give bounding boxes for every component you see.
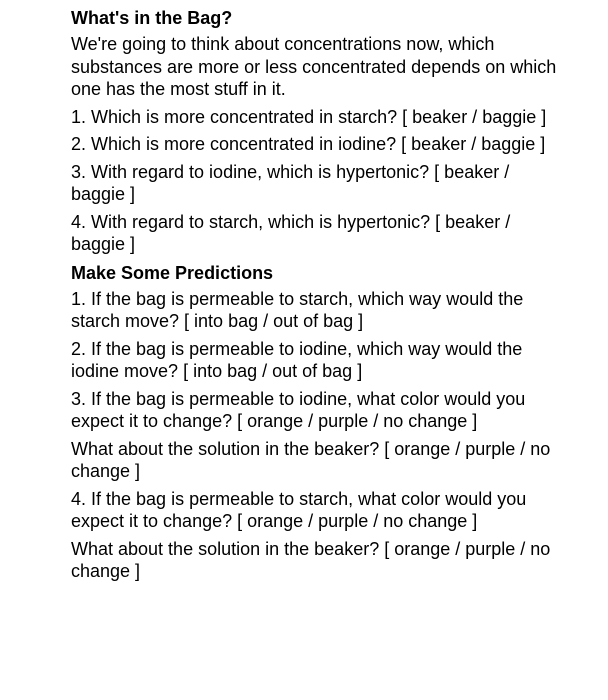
prediction-iodine-movement: 2. If the bag is permeable to iodine, which way would the iodine move? [ into bag / out of bag ]: [71, 338, 523, 381]
question-iodine-concentration: 2. Which is more concentrated in iodine? [ beaker / baggie ]: [71, 134, 546, 154]
question-starch-concentration: 1. Which is more concentrated in starch? [ beaker / baggie ]: [71, 106, 547, 127]
prediction-bag-color-iodine: 3. If the bag is permeable to iodine, what color would you expect it to change? [ orange / purple / no change ]: [71, 388, 526, 431]
question-iodine-hypertonic: 3. With regard to iodine, which is hypertonic? [ beaker / baggie ]: [71, 161, 510, 204]
prediction-beaker-color-starch: What about the solution in the beaker? [ orange / purple / no change ]: [71, 538, 551, 581]
prediction-beaker-color-iodine: What about the solution in the beaker? [ orange / purple / no change ]: [71, 438, 551, 481]
section-title-whats-in-the-bag: What's in the Bag?: [71, 8, 233, 28]
question-starch-hypertonic: 4. With regard to starch, which is hypertonic? [ beaker / baggie ]: [71, 211, 511, 254]
section-title-make-some-predictions: Make Some Predictions: [71, 262, 274, 283]
prediction-starch-movement: 1. If the bag is permeable to starch, which way would the starch move? [ into bag / out of bag ]: [71, 288, 524, 331]
prediction-bag-color-starch: 4. If the bag is permeable to starch, what color would you expect it to change? [ orange / purple / no change ]: [71, 488, 527, 531]
intro-paragraph: We're going to think about concentrations now, which substances are more or less concentrated depends on which one has the most stuff in it.: [71, 34, 557, 99]
